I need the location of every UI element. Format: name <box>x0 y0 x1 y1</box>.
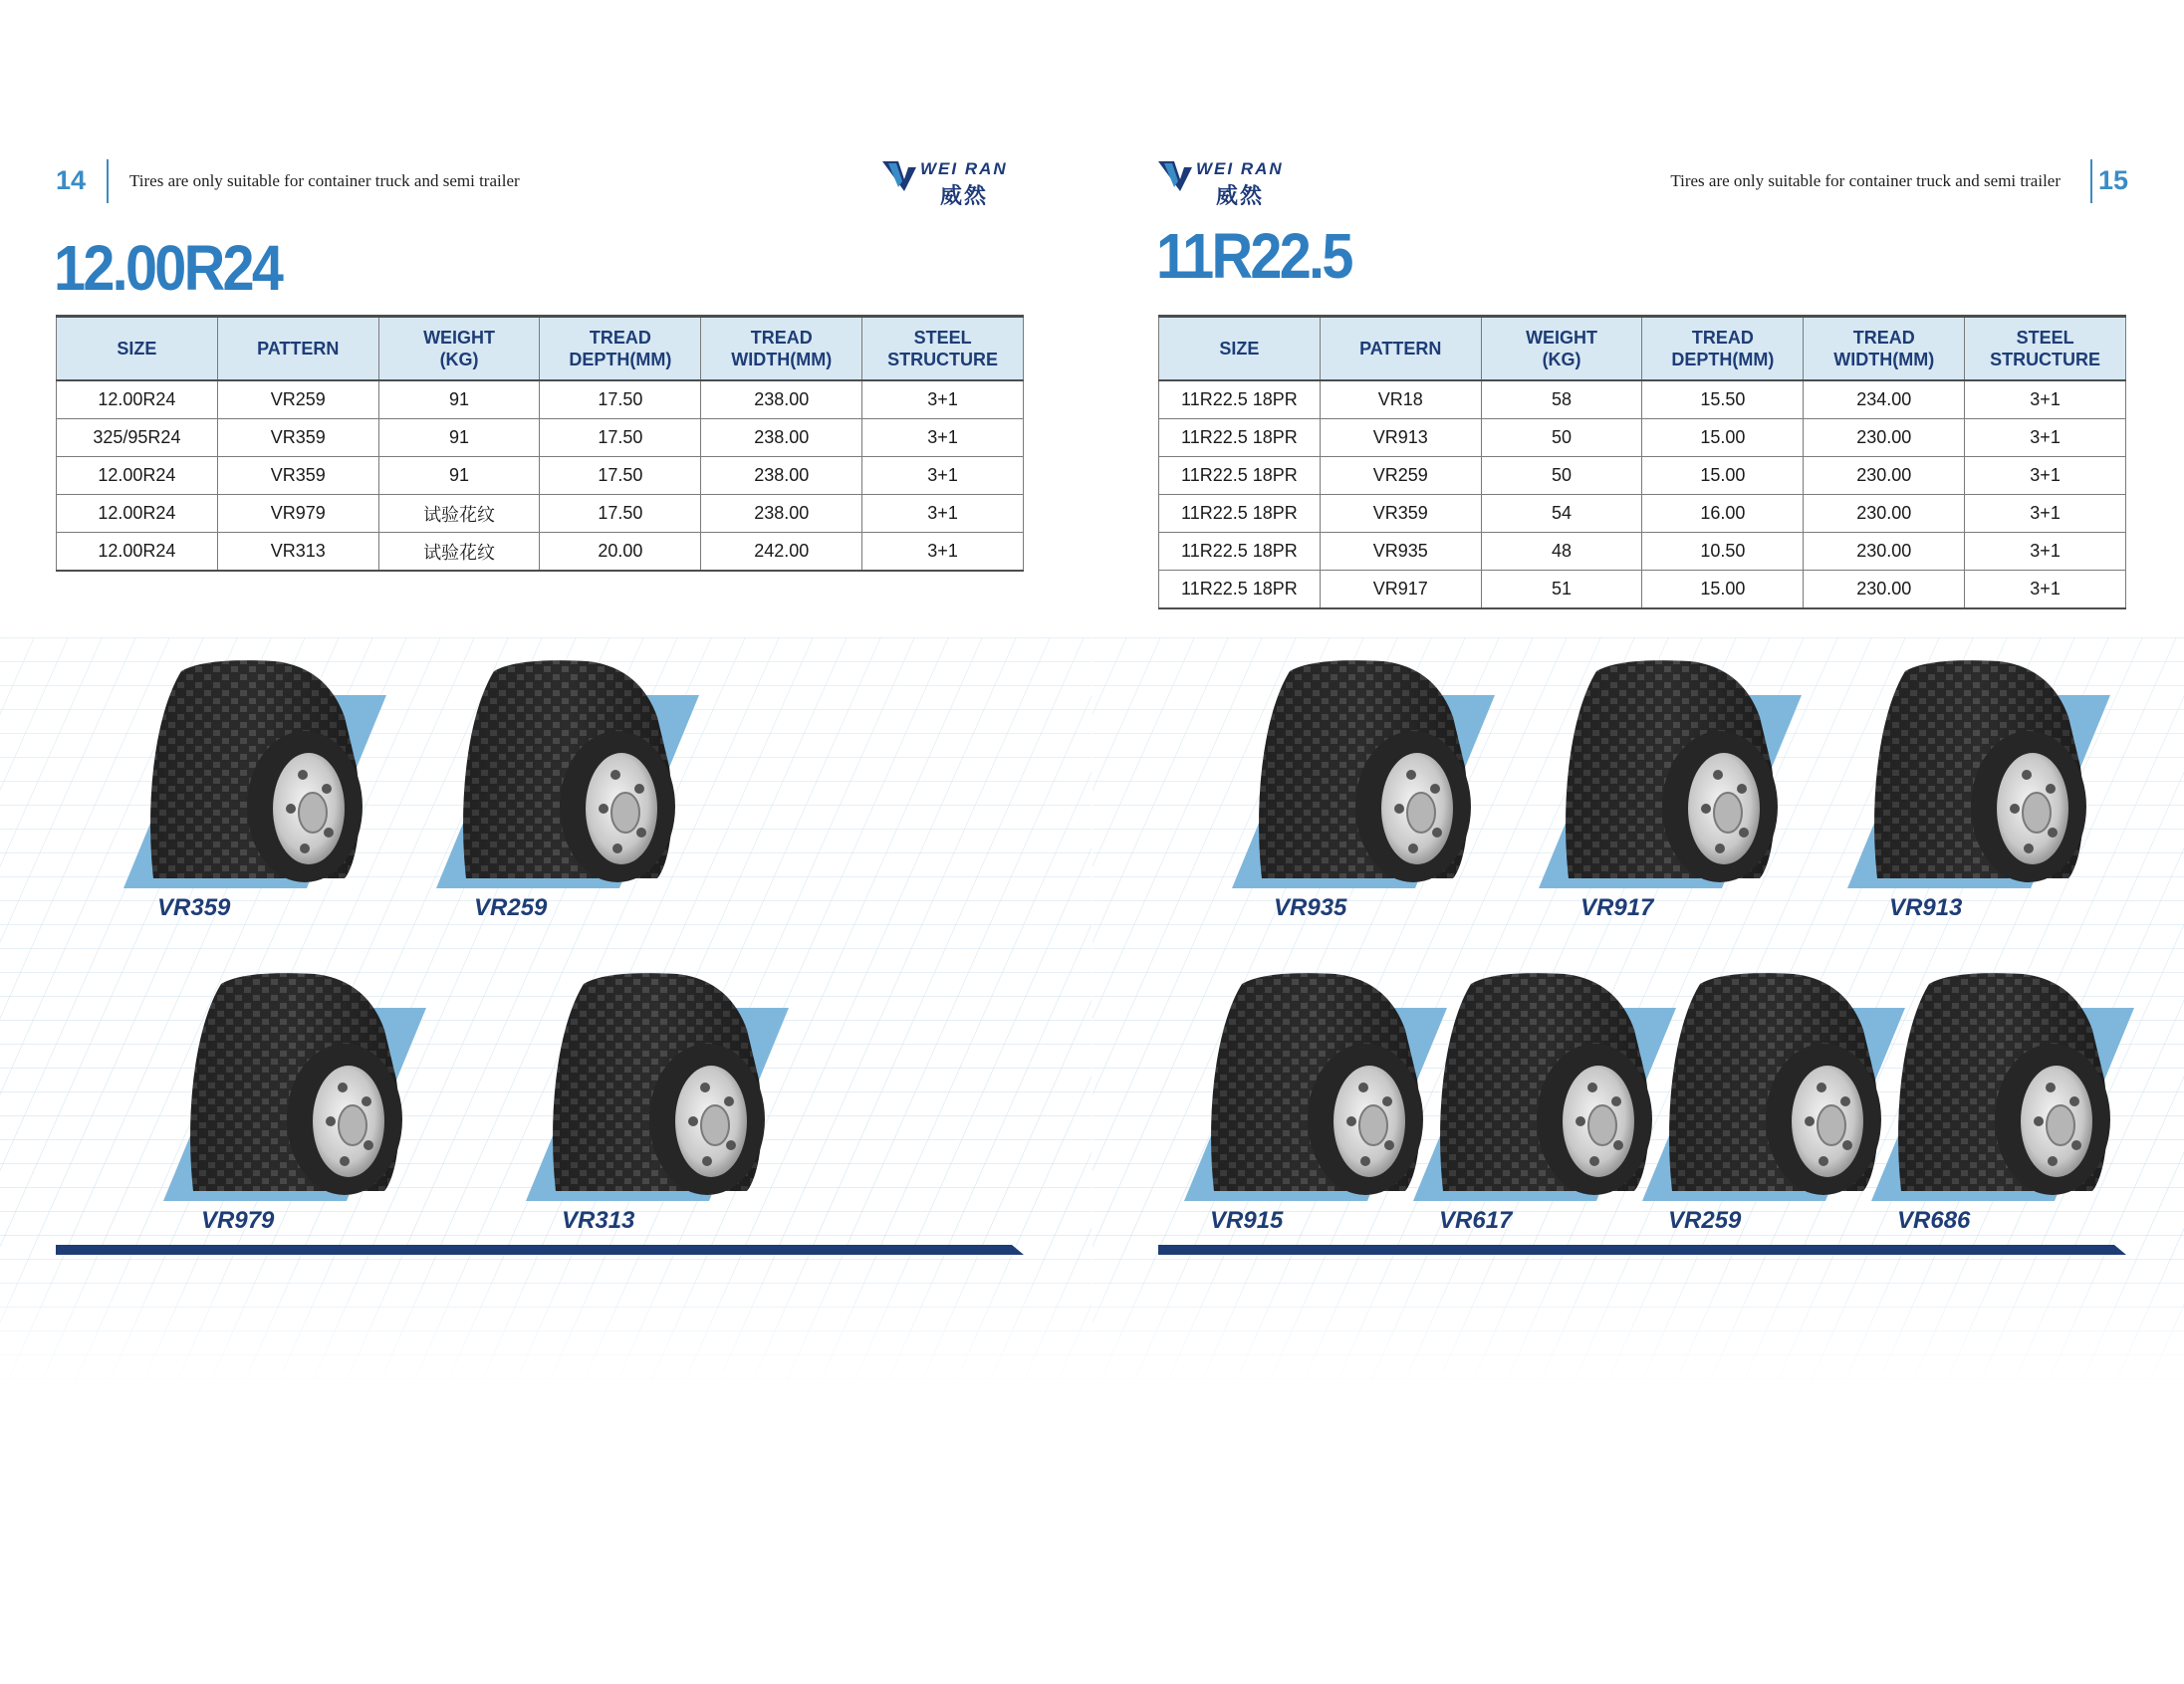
tire-pattern-label: VR913 <box>1889 894 1963 921</box>
table-cell: VR913 <box>1320 419 1481 457</box>
brand-mark-icon <box>882 161 922 191</box>
column-header: WEIGHT (KG) <box>1481 317 1642 381</box>
tire-product-card <box>135 970 424 1234</box>
brand-name-latin: WEI RAN <box>920 159 1008 178</box>
brand-name-cjk: 威然 <box>1216 183 1265 208</box>
column-header: STEEL STRUCTURE <box>1965 317 2126 381</box>
table-cell: 12.00R24 <box>57 380 218 419</box>
table-cell: 230.00 <box>1804 571 1965 609</box>
table-cell: 试验花纹 <box>378 533 540 572</box>
bottom-rule <box>56 1245 1024 1255</box>
bottom-rule <box>1158 1245 2126 1255</box>
table-cell: 325/95R24 <box>57 419 218 457</box>
table-cell: 91 <box>378 457 540 495</box>
column-header: PATTERN <box>217 317 378 381</box>
column-header: TREAD DEPTH(MM) <box>1642 317 1804 381</box>
table-cell: 234.00 <box>1804 380 1965 419</box>
right-page <box>1092 0 2184 1684</box>
table-cell: 3+1 <box>862 495 1024 533</box>
table-row <box>1159 380 2126 419</box>
table-cell: 3+1 <box>1965 380 2126 419</box>
brand-logo <box>1158 157 1308 207</box>
tire-product-card <box>1820 657 2108 921</box>
table-cell: 11R22.5 18PR <box>1159 571 1321 609</box>
table-cell: 15.00 <box>1642 457 1804 495</box>
brand-logo <box>882 157 1032 207</box>
tire-pattern-label: VR686 <box>1897 1207 1971 1234</box>
brand-name-cjk: 威然 <box>940 183 989 208</box>
page-number: 14 <box>56 165 87 195</box>
table-cell: 238.00 <box>701 495 862 533</box>
tire-illustration <box>135 970 429 1204</box>
table-cell: VR313 <box>217 533 378 572</box>
table-cell: VR917 <box>1320 571 1481 609</box>
tire-pattern-label: VR359 <box>157 894 231 921</box>
table-row <box>57 533 1024 572</box>
table-row <box>1159 495 2126 533</box>
table-cell: VR359 <box>217 419 378 457</box>
tire-illustration <box>1820 657 2113 891</box>
table-cell: VR935 <box>1320 533 1481 571</box>
table-cell: 15.00 <box>1642 419 1804 457</box>
table-cell: VR359 <box>1320 495 1481 533</box>
column-header: TREAD DEPTH(MM) <box>540 317 701 381</box>
table-cell: 17.50 <box>540 457 701 495</box>
tire-illustration <box>498 970 792 1204</box>
table-row <box>57 495 1024 533</box>
table-cell: 12.00R24 <box>57 495 218 533</box>
table-cell: 11R22.5 18PR <box>1159 419 1321 457</box>
tire-pattern-label: VR617 <box>1439 1207 1513 1234</box>
tire-size-title: 12.00R24 <box>54 232 282 304</box>
column-header: SIZE <box>57 317 218 381</box>
spec-table <box>56 315 1024 572</box>
table-row <box>57 457 1024 495</box>
table-cell: 230.00 <box>1804 457 1965 495</box>
tire-pattern-label: VR259 <box>1668 1207 1742 1234</box>
table-row <box>57 419 1024 457</box>
table-cell: 3+1 <box>862 457 1024 495</box>
table-cell: 48 <box>1481 533 1642 571</box>
table-row <box>1159 457 2126 495</box>
table-cell: 20.00 <box>540 533 701 572</box>
table-cell: 17.50 <box>540 495 701 533</box>
tire-illustration <box>1204 657 1498 891</box>
table-cell: 3+1 <box>862 419 1024 457</box>
page-tagline: Tires are only suitable for container truck and semi trailer <box>1670 171 2061 190</box>
table-cell: 50 <box>1481 457 1642 495</box>
table-cell: VR259 <box>217 380 378 419</box>
column-header: TREAD WIDTH(MM) <box>1804 317 1965 381</box>
tire-pattern-label: VR917 <box>1580 894 1654 921</box>
table-cell: 15.00 <box>1642 571 1804 609</box>
table-row <box>1159 419 2126 457</box>
table-cell: 3+1 <box>862 533 1024 572</box>
table-cell: 10.50 <box>1642 533 1804 571</box>
tire-pattern-label: VR915 <box>1210 1207 1284 1234</box>
table-cell: 238.00 <box>701 457 862 495</box>
table-cell: 12.00R24 <box>57 457 218 495</box>
tire-product-card <box>1843 970 2132 1234</box>
tire-product-card <box>96 657 384 921</box>
table-cell: 50 <box>1481 419 1642 457</box>
table-cell: 3+1 <box>1965 533 2126 571</box>
table-cell: 17.50 <box>540 419 701 457</box>
brand-mark-icon <box>1158 161 1198 191</box>
tire-illustration <box>408 657 702 891</box>
table-cell: 11R22.5 18PR <box>1159 495 1321 533</box>
table-cell: 16.00 <box>1642 495 1804 533</box>
tire-illustration <box>1511 657 1805 891</box>
table-cell: 3+1 <box>862 380 1024 419</box>
table-cell: 11R22.5 18PR <box>1159 380 1321 419</box>
table-cell: 51 <box>1481 571 1642 609</box>
table-cell: VR259 <box>1320 457 1481 495</box>
table-cell: 11R22.5 18PR <box>1159 533 1321 571</box>
table-cell: 91 <box>378 419 540 457</box>
table-row <box>57 380 1024 419</box>
table-cell: 12.00R24 <box>57 533 218 572</box>
table-cell: 58 <box>1481 380 1642 419</box>
brand-name-latin: WEI RAN <box>1196 159 1284 178</box>
table-row <box>1159 533 2126 571</box>
table-cell: 15.50 <box>1642 380 1804 419</box>
column-header: TREAD WIDTH(MM) <box>701 317 862 381</box>
header-divider <box>2090 159 2092 203</box>
spec-table <box>1158 315 2126 609</box>
tire-pattern-label: VR935 <box>1274 894 1347 921</box>
tire-illustration <box>96 657 389 891</box>
table-cell: 3+1 <box>1965 419 2126 457</box>
table-cell: VR979 <box>217 495 378 533</box>
header-divider <box>107 159 109 203</box>
table-cell: 242.00 <box>701 533 862 572</box>
page-tagline: Tires are only suitable for container truck and semi trailer <box>129 171 520 190</box>
table-cell: 17.50 <box>540 380 701 419</box>
table-cell: 230.00 <box>1804 419 1965 457</box>
table-cell: 91 <box>378 380 540 419</box>
table-cell: 3+1 <box>1965 457 2126 495</box>
page-number: 15 <box>2098 165 2129 195</box>
tire-product-card <box>498 970 787 1234</box>
tire-pattern-label: VR313 <box>562 1207 635 1234</box>
tire-pattern-label: VR979 <box>201 1207 275 1234</box>
table-cell: VR359 <box>217 457 378 495</box>
table-cell: 3+1 <box>1965 571 2126 609</box>
table-cell: VR18 <box>1320 380 1481 419</box>
table-cell: 238.00 <box>701 380 862 419</box>
tire-illustration <box>1843 970 2137 1204</box>
table-cell: 230.00 <box>1804 533 1965 571</box>
column-header: PATTERN <box>1320 317 1481 381</box>
tire-product-card <box>408 657 697 921</box>
table-cell: 3+1 <box>1965 495 2126 533</box>
table-cell: 230.00 <box>1804 495 1965 533</box>
tire-product-card <box>1204 657 1493 921</box>
table-row <box>1159 571 2126 609</box>
table-cell: 试验花纹 <box>378 495 540 533</box>
tire-product-card <box>1511 657 1800 921</box>
column-header: SIZE <box>1159 317 1321 381</box>
table-cell: 238.00 <box>701 419 862 457</box>
table-cell: 11R22.5 18PR <box>1159 457 1321 495</box>
column-header: WEIGHT (KG) <box>378 317 540 381</box>
table-cell: 54 <box>1481 495 1642 533</box>
tire-size-title: 11R22.5 <box>1156 220 1351 292</box>
tire-pattern-label: VR259 <box>474 894 548 921</box>
column-header: STEEL STRUCTURE <box>862 317 1024 381</box>
